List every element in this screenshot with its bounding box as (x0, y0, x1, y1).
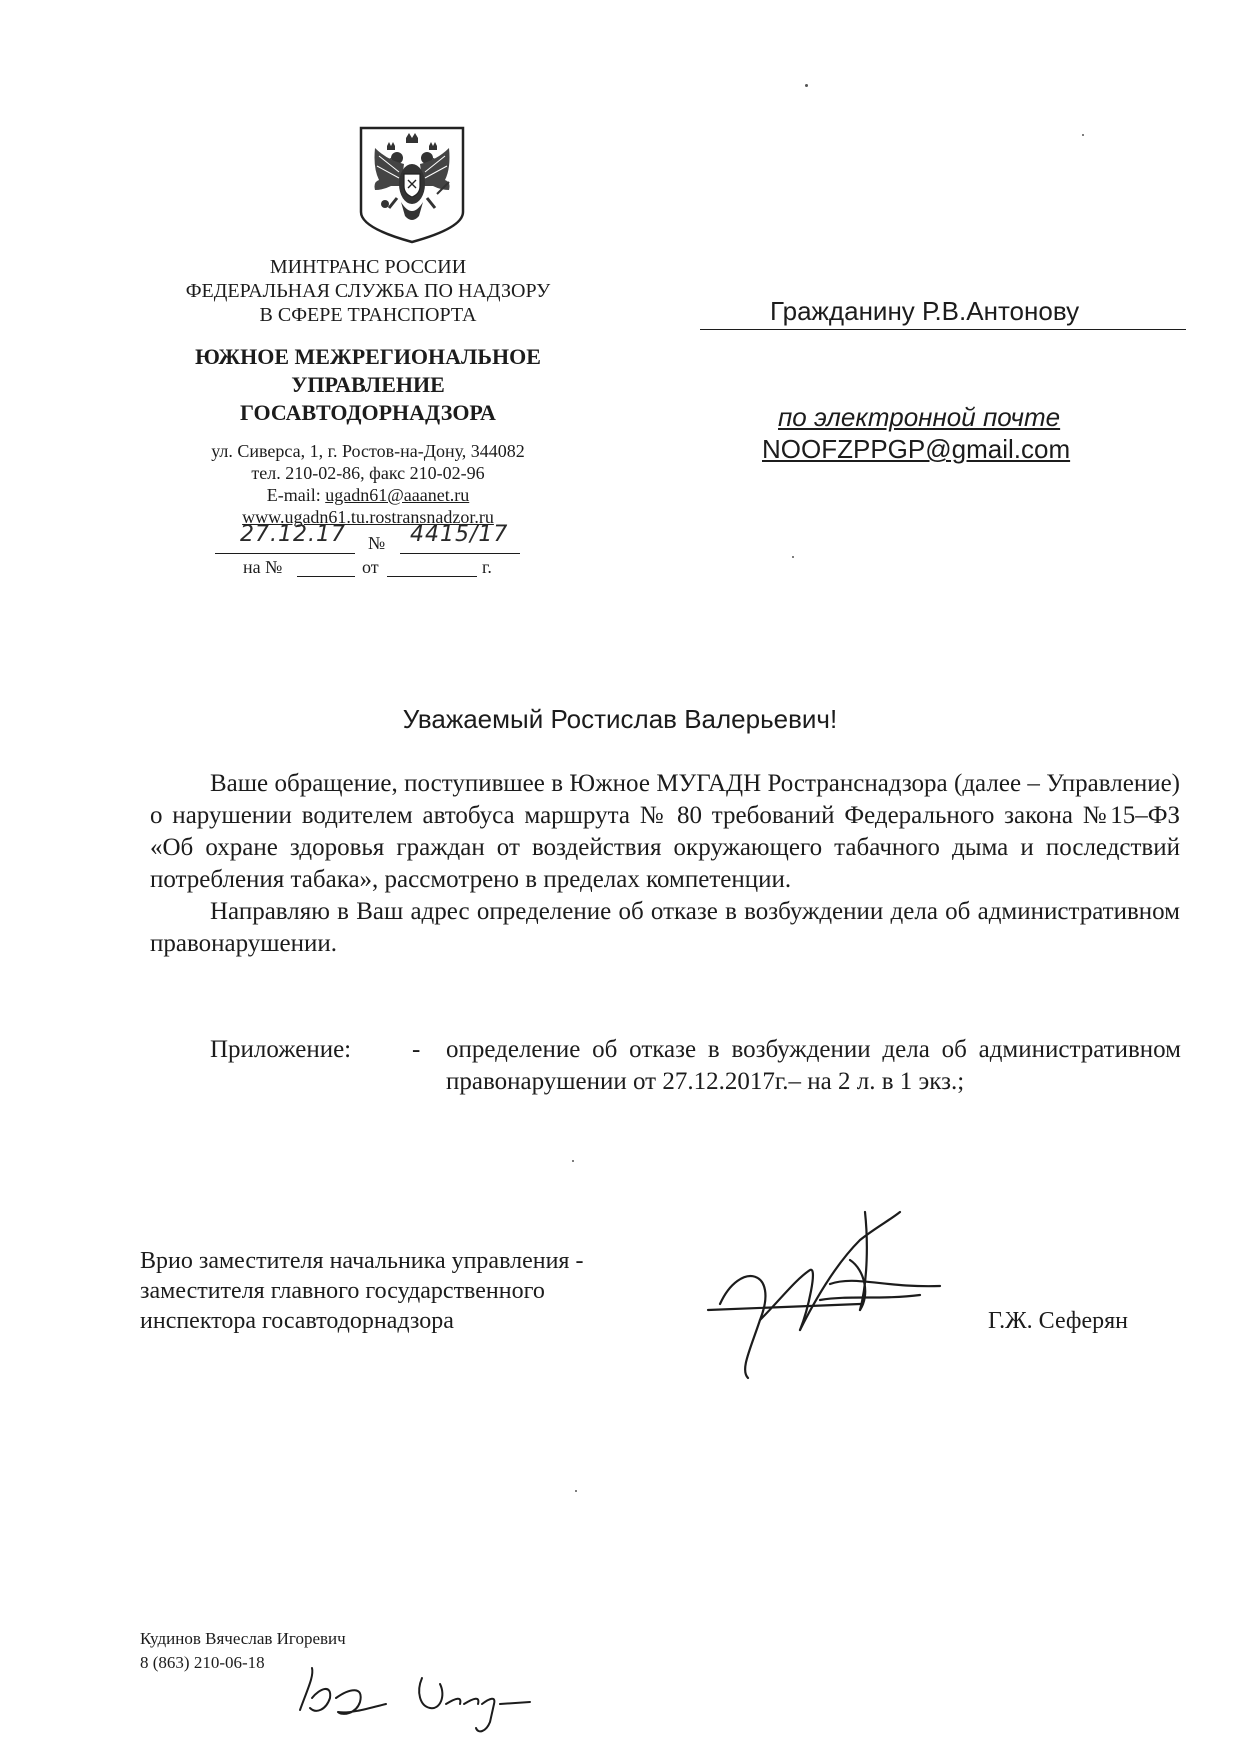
addressee-name: Гражданину Р.В.Антонову (770, 296, 1080, 326)
addressee-underline (700, 329, 1186, 330)
reference-number-label: на № (243, 557, 283, 577)
department-phone-fax: тел. 210-02-86, факс 210-02-96 (251, 463, 485, 483)
executor-name: Кудинов Вячеслав Игоревич (140, 1629, 346, 1648)
reference-number-blank (297, 576, 355, 577)
scan-speck (1082, 134, 1084, 136)
signatory-name: Г.Ж. Сеферян (988, 1308, 1129, 1334)
letter-body (150, 768, 1180, 960)
department-website-line (118, 506, 618, 529)
outgoing-date: 27.12.17 (240, 522, 346, 547)
delivery-method: по электронной почте (778, 402, 1061, 432)
attachment-text: определение об отказе в возбуждении дела об административном правонарушении от 27.12.2017г.– на 2 л. в 1 экз.; (446, 1036, 1181, 1095)
number-label: № (368, 533, 386, 553)
scan-speck (575, 1490, 577, 1492)
department-name-line1: ЮЖНОЕ МЕЖРЕГИОНАЛЬНОЕ (195, 344, 541, 369)
number-underline (400, 553, 520, 554)
signatory-position-line3: инспектора госавтодорнадзора (140, 1308, 454, 1334)
reference-year-suffix: г. (482, 557, 492, 577)
coat-of-arms-emblem (357, 124, 467, 246)
executor-handwritten-initials (290, 1658, 550, 1738)
reference-date-label: от (362, 557, 379, 577)
scan-speck (792, 556, 794, 558)
department-email-line (118, 484, 618, 507)
email-label: E-mail: (266, 485, 326, 505)
handwritten-signature (700, 1200, 1000, 1390)
date-underline (215, 553, 355, 554)
scan-speck (805, 84, 808, 87)
department-address: ул. Сиверса, 1, г. Ростов-на-Дону, 344082 (211, 441, 525, 461)
salutation: Уважаемый Ростислав Валерьевич! (402, 704, 838, 734)
reference-date-blank (387, 576, 477, 577)
body-paragraph-1: Ваше обращение, поступившее в Южное МУГАДН Ространснадзора (далее – Управление) о нарушении водителем автобуса маршрута № 80 требований Федерального закона №15–ФЗ «Об охране здоровья граждан от воздействия окружающего табачного дыма и последствий потребления табака», рассмотрено в пределах компетенции. (150, 770, 1180, 893)
signatory-position-line1: Врио заместителя начальника управления - (140, 1248, 584, 1274)
attachment-label: Приложение: (210, 1036, 352, 1063)
outgoing-number: 4415/17 (410, 522, 509, 547)
ministry-name: МИНТРАНС РОССИИ (269, 256, 467, 278)
service-name-line1: ФЕДЕРАЛЬНАЯ СЛУЖБА ПО НАДЗОРУ (185, 280, 551, 302)
service-name-line2: В СФЕРЕ ТРАНСПОРТА (259, 304, 477, 326)
attachment-dash: - (412, 1036, 421, 1063)
department-email-link[interactable]: ugadn61@aaanet.ru (325, 485, 470, 505)
body-paragraph-2: Направляю в Ваш адрес определение об отказе в возбуждении дела об административном правонарушении. (150, 898, 1180, 957)
addressee-email[interactable]: NOOFZPPGP@gmail.com (762, 434, 1071, 464)
department-name-line2: УПРАВЛЕНИЕ (291, 372, 445, 397)
scan-speck (572, 1160, 574, 1162)
department-name-line3: ГОСАВТОДОРНАДЗОРА (240, 400, 496, 425)
department-website-link[interactable]: www.ugadn61.tu.rostransnadzor.ru (242, 507, 494, 527)
signatory-position-line2: заместителя главного государственного (140, 1278, 545, 1304)
executor-phone: 8 (863) 210-06-18 (140, 1653, 265, 1672)
